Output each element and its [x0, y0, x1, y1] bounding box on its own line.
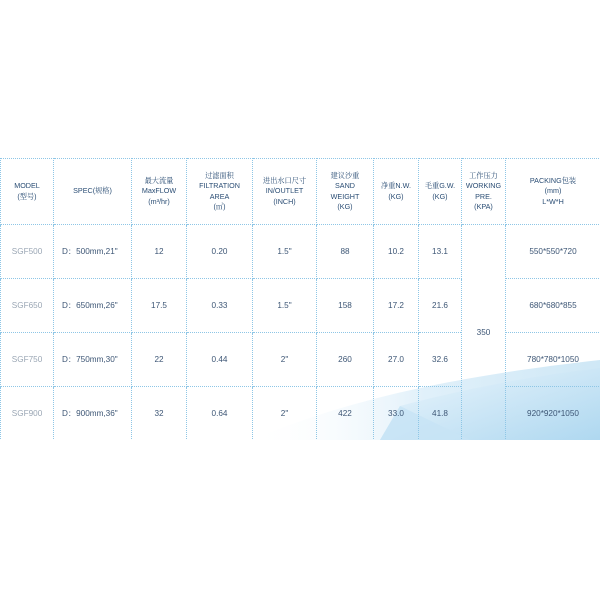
cell-gross-weight: 21.6 [419, 279, 462, 333]
cell-area: 0.33 [187, 279, 253, 333]
table-row [1, 279, 600, 333]
table-header-row [1, 159, 600, 225]
cell-model: SGF750 [1, 333, 54, 387]
header-model: MODEL (型号) [1, 159, 54, 225]
cell-sand: 260 [317, 333, 374, 387]
cell-gross-weight: 32.6 [419, 333, 462, 387]
cell-packing: 780*780*1050 [506, 333, 600, 387]
header-spec: SPEC(规格) [54, 159, 132, 225]
cell-spec: D：900mm,36" [54, 387, 132, 441]
cell-net-weight: 17.2 [374, 279, 419, 333]
cell-packing: 920*920*1050 [506, 387, 600, 441]
cell-flow: 12 [132, 225, 187, 279]
cell-port: 1.5" [253, 279, 317, 333]
header-filtration-area: 过滤面积 FILTRATION AREA (㎡) [187, 159, 253, 225]
header-sand-weight: 建议沙重 SAND WEIGHT (KG) [317, 159, 374, 225]
cell-port: 2" [253, 387, 317, 441]
cell-port: 1.5" [253, 225, 317, 279]
cell-flow: 17.5 [132, 279, 187, 333]
cell-area: 0.64 [187, 387, 253, 441]
header-packing: PACKING包装 (mm) L*W*H [506, 159, 600, 225]
cell-sand: 88 [317, 225, 374, 279]
cell-working-pressure: 350 [462, 225, 506, 441]
table-row [1, 333, 600, 387]
cell-model: SGF500 [1, 225, 54, 279]
spec-table-panel [0, 158, 600, 440]
cell-spec: D：650mm,26" [54, 279, 132, 333]
cell-model: SGF650 [1, 279, 54, 333]
cell-sand: 158 [317, 279, 374, 333]
header-working-pressure: 工作压力 WORKING PRE. (KPA) [462, 159, 506, 225]
header-gross-weight: 毛重G.W. (KG) [419, 159, 462, 225]
header-net-weight: 净重N.W. (KG) [374, 159, 419, 225]
cell-model: SGF900 [1, 387, 54, 441]
cell-gross-weight: 41.8 [419, 387, 462, 441]
cell-net-weight: 10.2 [374, 225, 419, 279]
cell-gross-weight: 13.1 [419, 225, 462, 279]
cell-port: 2" [253, 333, 317, 387]
table-row [1, 387, 600, 441]
cell-spec: D：750mm,30" [54, 333, 132, 387]
cell-packing: 680*680*855 [506, 279, 600, 333]
header-inlet-outlet: 进出水口尺寸 IN/OUTLET (INCH) [253, 159, 317, 225]
spec-table [0, 158, 600, 440]
cell-packing: 550*550*720 [506, 225, 600, 279]
table-row [1, 225, 600, 279]
cell-net-weight: 27.0 [374, 333, 419, 387]
header-max-flow: 最大流量 MaxFLOW (m³/hr) [132, 159, 187, 225]
cell-sand: 422 [317, 387, 374, 441]
cell-flow: 22 [132, 333, 187, 387]
cell-flow: 32 [132, 387, 187, 441]
cell-net-weight: 33.0 [374, 387, 419, 441]
cell-area: 0.20 [187, 225, 253, 279]
cell-area: 0.44 [187, 333, 253, 387]
cell-spec: D：500mm,21" [54, 225, 132, 279]
